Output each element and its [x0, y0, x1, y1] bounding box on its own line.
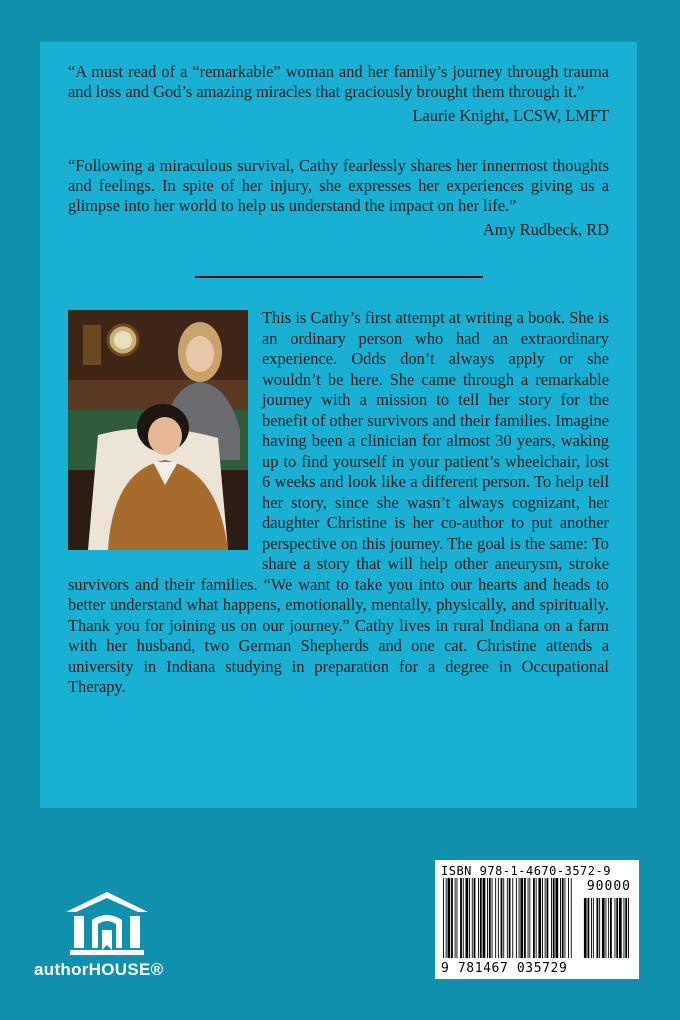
- author-photo-image: [68, 310, 248, 550]
- barcode-bar: [610, 898, 612, 958]
- barcode-bar: [562, 878, 564, 958]
- barcode-bar: [591, 898, 592, 958]
- barcode-bar: [503, 878, 504, 958]
- barcode-bar: [457, 878, 458, 958]
- divider-rule: [195, 276, 483, 278]
- barcode-bar: [519, 878, 520, 958]
- barcode-bar: [463, 878, 464, 958]
- barcode-bar: [536, 878, 537, 958]
- barcode-bar: [512, 878, 513, 958]
- barcode-bar: [529, 878, 530, 958]
- barcode-bar: [498, 878, 499, 958]
- author-photo: [68, 310, 248, 550]
- endorsement-author-2: Amy Rudbeck, RD: [482, 220, 609, 239]
- isbn-barcode-block: [435, 860, 639, 979]
- barcode-bar: [495, 878, 496, 958]
- barcode-bar: [568, 878, 569, 958]
- barcode-bar: [483, 878, 486, 958]
- barcode-bar: [615, 898, 616, 958]
- barcode-bar: [553, 878, 555, 958]
- barcode-bar: [516, 878, 517, 958]
- author-bio-section: [68, 308, 609, 698]
- barcode-bar: [474, 878, 476, 958]
- barcode-bar: [520, 878, 523, 958]
- barcode-bar: [501, 878, 503, 958]
- barcode-bar: [584, 898, 587, 958]
- publisher-name: authorHOUSE®: [34, 960, 164, 979]
- barcode-bar: [538, 878, 541, 958]
- barcode-bar: [560, 878, 561, 958]
- barcode-bar: [480, 878, 482, 958]
- barcode-bar: [588, 898, 590, 958]
- barcode-bar: [565, 878, 566, 958]
- barcode-bar: [616, 898, 618, 958]
- barcode-bar: [606, 898, 607, 958]
- endorsement-author-1: Laurie Knight, LCSW, LMFT: [412, 106, 609, 125]
- barcode-bar: [571, 878, 572, 958]
- barcode-bar: [443, 878, 444, 958]
- barcode-bar: [460, 878, 462, 958]
- barcode-bar: [624, 898, 625, 958]
- barcode-bar: [547, 878, 549, 958]
- barcode-bar: [492, 878, 493, 958]
- barcode-bar: [608, 898, 609, 958]
- barcode-bar: [599, 898, 600, 958]
- endorsement-quote-2: “Following a miraculous survival, Cathy fearlessly shares her innermost thoughts and feelings. In spite of her injury, she expresses her experiences giving us a glimpse into her world to help us understand the impact on her life.”: [68, 156, 609, 215]
- endorsement-quote-1: “A must read of a “remarkable” woman and her family’s journey through trauma and loss and God’s amazing miracles that graciously brought them through it.”: [68, 62, 609, 101]
- barcode-bar: [524, 878, 526, 958]
- barcode-bar: [619, 898, 622, 958]
- barcode-bar: [507, 878, 508, 958]
- price-code: 90000: [586, 879, 631, 894]
- barcode-bars: [441, 878, 631, 962]
- barcode-bar: [551, 878, 552, 958]
- barcode-bar: [542, 878, 543, 958]
- barcode-bar: [478, 878, 479, 958]
- barcode-bar: [533, 878, 535, 958]
- barcode-bar: [466, 878, 469, 958]
- barcode-bar: [509, 878, 511, 958]
- barcode-bar: [489, 878, 491, 958]
- isbn-text: ISBN 978-1-4670-3572-9: [441, 864, 611, 878]
- barcode-bar: [625, 898, 627, 958]
- barcode-bar: [451, 878, 453, 958]
- barcode-bar: [593, 898, 594, 958]
- house-book-icon: [64, 890, 150, 958]
- barcode-bar: [455, 878, 456, 958]
- publisher-logo: [34, 890, 184, 990]
- barcode-bar: [602, 898, 605, 958]
- barcode-bar: [469, 878, 470, 958]
- barcode-bar: [472, 878, 473, 958]
- barcode-bar: [597, 898, 599, 958]
- barcode-bar: [446, 878, 447, 958]
- barcode-digits: 9 781467 035729: [441, 961, 568, 976]
- author-bio-text: This is Cathy’s first attempt at writing a book. She is an ordinary person who had an extraordinary experience. Odds don’t always apply or she wouldn’t be here. She came through a remarkable journey with a mission to tell her story for the benefit of other survivors and their families. Imagine having been a clinician for almost 30 years, waking up to find yourself in your patient’s wheelchair, lost 6 weeks and look like a different person. To help tell her story, since she wasn’t always cognizant, her daughter Christine is her co-author to put another perspective on this journey. The goal is the same: To share a story that will help other aneurysm, stroke survivors and their families. “We want to take you into our hearts and heads to better understand what happens, emotionally, mentally, physically, and spiritually. Thank you for joining us on our journey.” Cathy lives in rural Indiana on a farm with her husband, two German Shepherds and one cat. Christine attends a university in Indiana studying in preparation for a degree in Occupational Therapy.: [68, 308, 609, 696]
- barcode-bar: [628, 898, 629, 958]
- barcode-bar: [487, 878, 488, 958]
- barcode-bar: [448, 878, 451, 958]
- barcode-bar: [545, 878, 546, 958]
- barcode-bar: [556, 878, 559, 958]
- barcode-bar: [528, 878, 529, 958]
- back-cover-panel: [40, 42, 637, 808]
